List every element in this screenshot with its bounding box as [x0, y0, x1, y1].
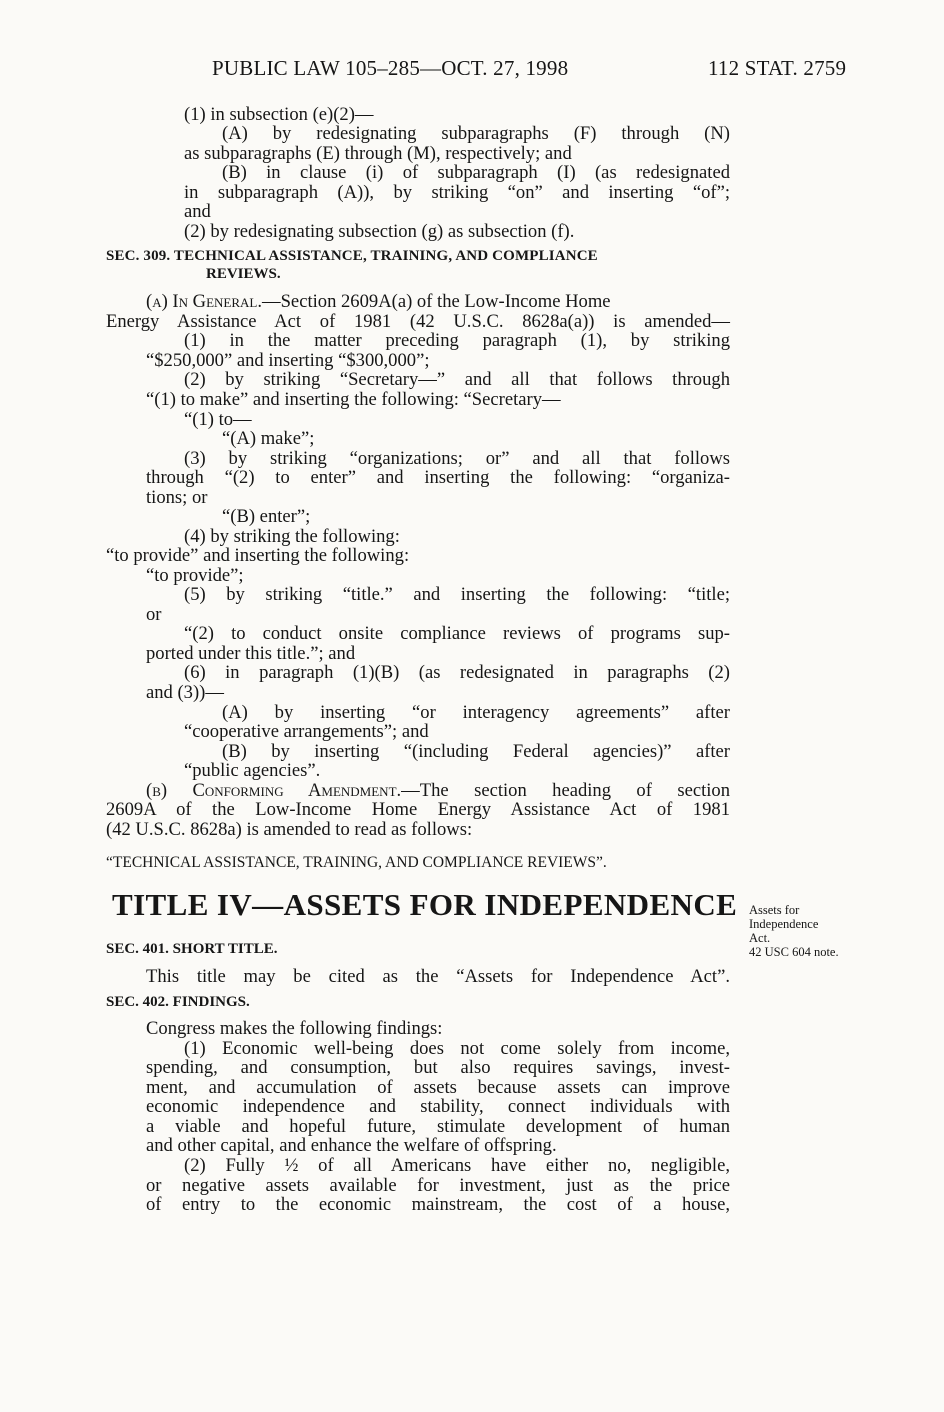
- text-line: or: [146, 604, 162, 625]
- margin-note-citation: 42 USC 604 note.: [749, 945, 839, 959]
- text-line: (42 U.S.C. 8628a) is amended to read as follows:: [106, 819, 473, 840]
- text-line: Energy Assistance Act of 1981 (42 U.S.C. 8628a(a)) is amended—: [106, 311, 730, 332]
- text-line: “to provide”;: [146, 565, 244, 586]
- title-heading: TITLE IV—ASSETS FOR INDEPENDENCE: [112, 887, 738, 922]
- text-line: (3) by striking “organizations; or” and all that follows: [184, 448, 730, 469]
- text-line: “(2) to conduct onsite compliance reviews of programs sup-: [184, 623, 730, 644]
- text-line: or negative assets available for investment, just as the price: [146, 1175, 730, 1196]
- text-line: (2) by striking “Secretary—” and all that follows through: [184, 369, 730, 390]
- text-line: ment, and accumulation of assets because assets can improve: [146, 1077, 730, 1098]
- text-line: economic independence and stability, connect individuals with: [146, 1096, 730, 1117]
- text-line: “to provide” and inserting the following:: [106, 545, 410, 566]
- subsection-text: —Section 2609A(a) of the Low-Income Home: [262, 291, 611, 312]
- running-header-title: PUBLIC LAW 105–285—OCT. 27, 1998: [212, 56, 569, 80]
- text-line: of entry to the economic mainstream, the cost of a house,: [146, 1194, 730, 1215]
- text-line: tions; or: [146, 487, 208, 508]
- text-line: (1) Economic well-being does not come solely from income,: [184, 1038, 730, 1059]
- text-line: [146, 292, 611, 312]
- text-line: 2609A of the Low-Income Home Energy Assistance Act of 1981: [106, 799, 730, 820]
- text-line: ported under this title.”; and: [146, 643, 356, 664]
- text-line: Congress makes the following findings:: [146, 1018, 443, 1039]
- amended-heading: “TECHNICAL ASSISTANCE, TRAINING, AND COMPLIANCE REVIEWS”.: [106, 854, 607, 871]
- section-heading-cont: REVIEWS.: [206, 266, 281, 282]
- text-line: “$250,000” and inserting “$300,000”;: [146, 350, 430, 371]
- text-line: “(1) to make” and inserting the following: “Secretary—: [146, 389, 561, 410]
- text-line: (1) in subsection (e)(2)—: [184, 104, 374, 125]
- text-line: and: [184, 201, 211, 222]
- text-line: “public agencies”.: [184, 760, 321, 781]
- section-heading: SEC. 402. FINDINGS.: [106, 994, 250, 1010]
- text-line: (B) in clause (i) of subparagraph (I) (as redesignated: [222, 162, 730, 183]
- text-line: (A) by redesignating subparagraphs (F) through (N): [222, 123, 730, 144]
- text-line: through “(2) to enter” and inserting the following: “organiza-: [146, 467, 730, 488]
- text-line: and other capital, and enhance the welfare of offspring.: [146, 1135, 557, 1156]
- subsection-label: (a) In General.: [146, 291, 262, 312]
- text-line: a viable and hopeful future, stimulate development of human: [146, 1116, 730, 1137]
- text-line: “(B) enter”;: [222, 506, 311, 527]
- section-heading: SEC. 309. TECHNICAL ASSISTANCE, TRAINING, AND COMPLIANCE: [106, 248, 598, 264]
- running-header-page: 112 STAT. 2759: [708, 56, 847, 80]
- text-line: (2) by redesignating subsection (g) as subsection (f).: [184, 221, 575, 242]
- text-line: in subparagraph (A)), by striking “on” and inserting “of”;: [184, 182, 730, 203]
- text-line: (4) by striking the following:: [184, 526, 400, 547]
- section-heading: SEC. 401. SHORT TITLE.: [106, 941, 278, 957]
- text-line: “cooperative arrangements”; and: [184, 721, 429, 742]
- text-line: (6) in paragraph (1)(B) (as redesignated in paragraphs (2): [184, 662, 730, 683]
- text-line: (2) Fully ½ of all Americans have either no, negligible,: [184, 1155, 730, 1176]
- text-line: This title may be cited as the “Assets for Independence Act”.: [146, 966, 730, 987]
- text-line: “(1) to—: [184, 409, 252, 430]
- text-line: (5) by striking “title.” and inserting the following: “title;: [184, 584, 730, 605]
- text-line: (1) in the matter preceding paragraph (1), by striking: [184, 330, 730, 351]
- text-line: as subparagraphs (E) through (M), respectively; and: [184, 143, 572, 164]
- subsection-label: (b) Conforming Amendment.: [146, 780, 402, 801]
- text-line: “(A) make”;: [222, 428, 315, 449]
- text-line: [146, 781, 730, 801]
- margin-note-line: Assets for: [749, 903, 800, 917]
- text-line: (A) by inserting “or interagency agreements” after: [222, 702, 730, 723]
- text-line: spending, and consumption, but also requires savings, invest-: [146, 1057, 730, 1078]
- text-line: (B) by inserting “(including Federal agencies)” after: [222, 741, 730, 762]
- margin-note-line: Act.: [749, 931, 771, 945]
- subsection-text: —The section heading of section: [401, 780, 731, 801]
- margin-note-line: Independence: [749, 917, 819, 931]
- text-line: and (3))—: [146, 682, 224, 703]
